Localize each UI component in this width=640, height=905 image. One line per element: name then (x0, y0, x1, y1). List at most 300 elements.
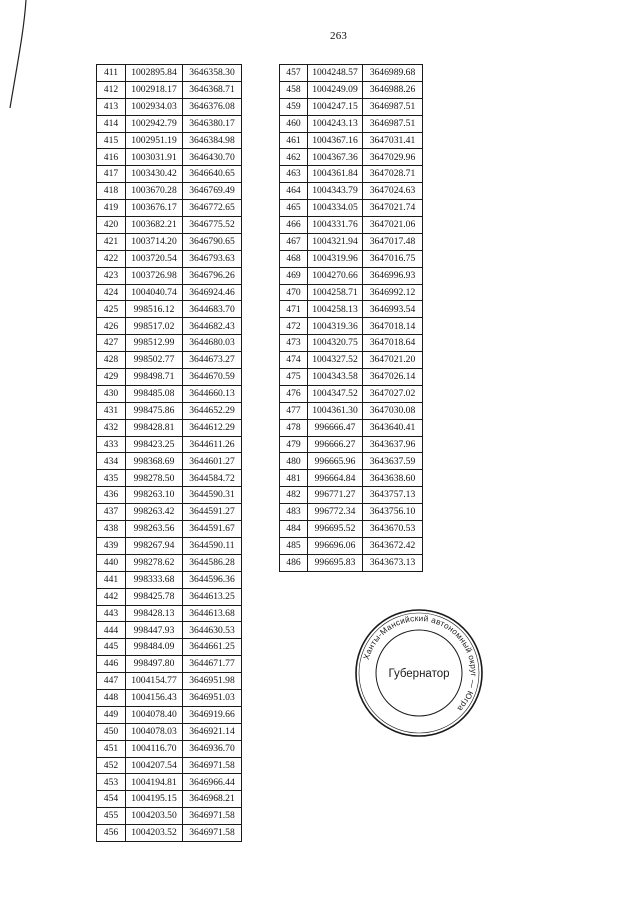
point-number: 438 (97, 521, 126, 538)
table-row (280, 318, 423, 335)
x-coordinate: 1002918.17 (126, 81, 183, 98)
point-number: 477 (280, 402, 308, 419)
table-row (97, 419, 242, 436)
point-number: 443 (97, 605, 126, 622)
table-row (97, 673, 242, 690)
point-number: 471 (280, 301, 308, 318)
point-number: 422 (97, 250, 126, 267)
y-coordinate: 3643672.42 (363, 537, 423, 554)
x-coordinate: 1004343.79 (308, 183, 363, 200)
y-coordinate: 3644590.31 (183, 487, 242, 504)
point-number: 472 (280, 318, 308, 335)
table-row (97, 706, 242, 723)
x-coordinate: 1004331.76 (308, 217, 363, 234)
y-coordinate: 3646987.51 (363, 115, 423, 132)
y-coordinate: 3644613.25 (183, 588, 242, 605)
table-row (97, 656, 242, 673)
x-coordinate: 1002895.84 (126, 65, 183, 82)
x-coordinate: 1004361.30 (308, 402, 363, 419)
table-row (97, 65, 242, 82)
point-number: 459 (280, 98, 308, 115)
point-number: 483 (280, 504, 308, 521)
seal-ring-text: Ханты-Мансийский автономный округ — Югра (361, 613, 479, 714)
table-row (280, 301, 423, 318)
table-row (280, 352, 423, 369)
y-coordinate: 3647018.64 (363, 335, 423, 352)
x-coordinate: 1004319.36 (308, 318, 363, 335)
y-coordinate: 3646376.08 (183, 98, 242, 115)
point-number: 450 (97, 723, 126, 740)
x-coordinate: 1004367.36 (308, 149, 363, 166)
x-coordinate: 1002934.03 (126, 98, 183, 115)
table-row (280, 385, 423, 402)
point-number: 416 (97, 149, 126, 166)
y-coordinate: 3646358.30 (183, 65, 242, 82)
x-coordinate: 998447.93 (126, 622, 183, 639)
point-number: 440 (97, 554, 126, 571)
y-coordinate: 3644601.27 (183, 453, 242, 470)
point-number: 432 (97, 419, 126, 436)
y-coordinate: 3647027.02 (363, 385, 423, 402)
table-row (280, 183, 423, 200)
point-number: 413 (97, 98, 126, 115)
point-number: 466 (280, 217, 308, 234)
point-number: 457 (280, 65, 308, 82)
x-coordinate: 996665.96 (308, 453, 363, 470)
x-coordinate: 1004156.43 (126, 689, 183, 706)
y-coordinate: 3644613.68 (183, 605, 242, 622)
x-coordinate: 998484.09 (126, 639, 183, 656)
y-coordinate: 3644660.13 (183, 385, 242, 402)
x-coordinate: 1004247.15 (308, 98, 363, 115)
point-number: 441 (97, 571, 126, 588)
point-number: 446 (97, 656, 126, 673)
y-coordinate: 3646996.93 (363, 267, 423, 284)
point-number: 470 (280, 284, 308, 301)
table-row (97, 132, 242, 149)
table-row (97, 335, 242, 352)
table-row (97, 233, 242, 250)
point-number: 429 (97, 369, 126, 386)
point-number: 460 (280, 115, 308, 132)
y-coordinate: 3646987.51 (363, 98, 423, 115)
x-coordinate: 1004334.05 (308, 200, 363, 217)
x-coordinate: 998517.02 (126, 318, 183, 335)
table-row (97, 267, 242, 284)
table-row (97, 402, 242, 419)
x-coordinate: 998423.25 (126, 436, 183, 453)
y-coordinate: 3647024.63 (363, 183, 423, 200)
point-number: 445 (97, 639, 126, 656)
point-number: 442 (97, 588, 126, 605)
table-row (97, 588, 242, 605)
x-coordinate: 998263.10 (126, 487, 183, 504)
x-coordinate: 1002951.19 (126, 132, 183, 149)
x-coordinate: 1004248.57 (308, 65, 363, 82)
point-number: 478 (280, 419, 308, 436)
x-coordinate: 996772.34 (308, 504, 363, 521)
y-coordinate: 3646790.65 (183, 233, 242, 250)
table-row (97, 622, 242, 639)
table-row (97, 149, 242, 166)
table-row (97, 301, 242, 318)
y-coordinate: 3646430.70 (183, 149, 242, 166)
x-coordinate: 1004367.16 (308, 132, 363, 149)
table-row (97, 183, 242, 200)
x-coordinate: 1004319.96 (308, 250, 363, 267)
y-coordinate: 3646968.21 (183, 791, 242, 808)
y-coordinate: 3646775.52 (183, 217, 242, 234)
x-coordinate: 1004343.58 (308, 369, 363, 386)
table-row (97, 723, 242, 740)
x-coordinate: 998428.81 (126, 419, 183, 436)
x-coordinate: 1003682.21 (126, 217, 183, 234)
table-row (97, 217, 242, 234)
point-number: 469 (280, 267, 308, 284)
table-row (280, 537, 423, 554)
x-coordinate: 1004361.84 (308, 166, 363, 183)
y-coordinate: 3646919.66 (183, 706, 242, 723)
y-coordinate: 3647021.74 (363, 200, 423, 217)
point-number: 425 (97, 301, 126, 318)
x-coordinate: 1003031.91 (126, 149, 183, 166)
x-coordinate: 1004258.71 (308, 284, 363, 301)
y-coordinate: 3647029.96 (363, 149, 423, 166)
table-row (280, 132, 423, 149)
y-coordinate: 3647030.08 (363, 402, 423, 419)
y-coordinate: 3644586.28 (183, 554, 242, 571)
x-coordinate: 1004249.09 (308, 81, 363, 98)
y-coordinate: 3644611.26 (183, 436, 242, 453)
point-number: 436 (97, 487, 126, 504)
x-coordinate: 1004270.66 (308, 267, 363, 284)
x-coordinate: 996771.27 (308, 487, 363, 504)
point-number: 437 (97, 504, 126, 521)
point-number: 435 (97, 470, 126, 487)
x-coordinate: 1004195.15 (126, 791, 183, 808)
point-number: 485 (280, 537, 308, 554)
x-coordinate: 1004258.13 (308, 301, 363, 318)
point-number: 451 (97, 740, 126, 757)
point-number: 423 (97, 267, 126, 284)
point-number: 461 (280, 132, 308, 149)
point-number: 486 (280, 554, 308, 571)
x-coordinate: 998498.71 (126, 369, 183, 386)
table-row (97, 639, 242, 656)
x-coordinate: 1004040.74 (126, 284, 183, 301)
x-coordinate: 1004243.13 (308, 115, 363, 132)
y-coordinate: 3647021.06 (363, 217, 423, 234)
table-row (97, 808, 242, 825)
y-coordinate: 3646640.65 (183, 166, 242, 183)
point-number: 479 (280, 436, 308, 453)
y-coordinate: 3646992.12 (363, 284, 423, 301)
point-number: 474 (280, 352, 308, 369)
table-row (97, 115, 242, 132)
table-row (280, 453, 423, 470)
point-number: 475 (280, 369, 308, 386)
point-number: 444 (97, 622, 126, 639)
table-row (280, 487, 423, 504)
y-coordinate: 3647016.75 (363, 250, 423, 267)
x-coordinate: 996696.06 (308, 537, 363, 554)
y-coordinate: 3643637.96 (363, 436, 423, 453)
point-number: 428 (97, 352, 126, 369)
table-row (280, 369, 423, 386)
x-coordinate: 1004078.03 (126, 723, 183, 740)
y-coordinate: 3646924.46 (183, 284, 242, 301)
point-number: 412 (97, 81, 126, 98)
y-coordinate: 3643673.13 (363, 554, 423, 571)
point-number: 419 (97, 200, 126, 217)
table-row (280, 335, 423, 352)
table-row (280, 470, 423, 487)
table-row (280, 267, 423, 284)
table-row (280, 419, 423, 436)
table-row (280, 250, 423, 267)
y-coordinate: 3644680.03 (183, 335, 242, 352)
y-coordinate: 3646368.71 (183, 81, 242, 98)
point-number: 431 (97, 402, 126, 419)
table-row (97, 554, 242, 571)
y-coordinate: 3644591.67 (183, 521, 242, 538)
table-row (97, 504, 242, 521)
y-coordinate: 3644683.70 (183, 301, 242, 318)
x-coordinate: 998516.12 (126, 301, 183, 318)
x-coordinate: 1003430.42 (126, 166, 183, 183)
table-row (280, 65, 423, 82)
point-number: 420 (97, 217, 126, 234)
point-number: 465 (280, 200, 308, 217)
point-number: 411 (97, 65, 126, 82)
table-row (97, 385, 242, 402)
y-coordinate: 3647018.14 (363, 318, 423, 335)
x-coordinate: 998267.94 (126, 537, 183, 554)
y-coordinate: 3647028.71 (363, 166, 423, 183)
governor-seal (352, 606, 486, 740)
y-coordinate: 3644584.72 (183, 470, 242, 487)
point-number: 414 (97, 115, 126, 132)
y-coordinate: 3646988.26 (363, 81, 423, 98)
table-row (97, 689, 242, 706)
coordinates-table-right (279, 64, 423, 572)
table-row (280, 554, 423, 571)
table-row (280, 436, 423, 453)
x-coordinate: 998425.78 (126, 588, 183, 605)
y-coordinate: 3646989.68 (363, 65, 423, 82)
y-coordinate: 3647026.14 (363, 369, 423, 386)
point-number: 424 (97, 284, 126, 301)
y-coordinate: 3644630.53 (183, 622, 242, 639)
point-number: 427 (97, 335, 126, 352)
point-number: 439 (97, 537, 126, 554)
point-number: 430 (97, 385, 126, 402)
page-number: 263 (330, 30, 348, 42)
y-coordinate: 3646993.54 (363, 301, 423, 318)
x-coordinate: 998368.69 (126, 453, 183, 470)
y-coordinate: 3646971.58 (183, 757, 242, 774)
x-coordinate: 1004078.40 (126, 706, 183, 723)
y-coordinate: 3644596.36 (183, 571, 242, 588)
x-coordinate: 998263.42 (126, 504, 183, 521)
point-number: 481 (280, 470, 308, 487)
y-coordinate: 3646966.44 (183, 774, 242, 791)
point-number: 434 (97, 453, 126, 470)
x-coordinate: 996666.47 (308, 419, 363, 436)
y-coordinate: 3646971.58 (183, 808, 242, 825)
point-number: 426 (97, 318, 126, 335)
x-coordinate: 1004154.77 (126, 673, 183, 690)
point-number: 418 (97, 183, 126, 200)
table-row (280, 402, 423, 419)
x-coordinate: 1003676.17 (126, 200, 183, 217)
x-coordinate: 998278.62 (126, 554, 183, 571)
table-row (97, 284, 242, 301)
y-coordinate: 3644652.29 (183, 402, 242, 419)
x-coordinate: 1004321.94 (308, 233, 363, 250)
point-number: 458 (280, 81, 308, 98)
point-number: 482 (280, 487, 308, 504)
table-row (280, 504, 423, 521)
table-row (97, 470, 242, 487)
x-coordinate: 1004116.70 (126, 740, 183, 757)
x-coordinate: 996695.52 (308, 521, 363, 538)
y-coordinate: 3644590.11 (183, 537, 242, 554)
point-number: 421 (97, 233, 126, 250)
point-number: 447 (97, 673, 126, 690)
x-coordinate: 1004203.50 (126, 808, 183, 825)
point-number: 448 (97, 689, 126, 706)
y-coordinate: 3646793.63 (183, 250, 242, 267)
table-row (97, 791, 242, 808)
table-row (97, 521, 242, 538)
table-row (280, 149, 423, 166)
y-coordinate: 3646384.98 (183, 132, 242, 149)
table-row (280, 217, 423, 234)
x-coordinate: 1003720.54 (126, 250, 183, 267)
table-row (97, 250, 242, 267)
point-number: 484 (280, 521, 308, 538)
table-row (97, 537, 242, 554)
y-coordinate: 3646951.03 (183, 689, 242, 706)
x-coordinate: 998333.68 (126, 571, 183, 588)
table-row (280, 284, 423, 301)
point-number: 455 (97, 808, 126, 825)
x-coordinate: 996666.27 (308, 436, 363, 453)
point-number: 462 (280, 149, 308, 166)
table-row (97, 487, 242, 504)
x-coordinate: 998512.99 (126, 335, 183, 352)
table-row (97, 571, 242, 588)
table-row (97, 757, 242, 774)
x-coordinate: 1004327.52 (308, 352, 363, 369)
table-row (97, 200, 242, 217)
x-coordinate: 998263.56 (126, 521, 183, 538)
point-number: 449 (97, 706, 126, 723)
x-coordinate: 1003714.20 (126, 233, 183, 250)
point-number: 476 (280, 385, 308, 402)
x-coordinate: 1004207.54 (126, 757, 183, 774)
table-row (280, 166, 423, 183)
y-coordinate: 3646796.26 (183, 267, 242, 284)
coordinates-table-left (96, 64, 242, 842)
y-coordinate: 3644612.29 (183, 419, 242, 436)
x-coordinate: 998497.80 (126, 656, 183, 673)
x-coordinate: 1004347.52 (308, 385, 363, 402)
point-number: 464 (280, 183, 308, 200)
scan-edge-line (4, 0, 34, 110)
point-number: 468 (280, 250, 308, 267)
point-number: 456 (97, 825, 126, 842)
table-row (97, 774, 242, 791)
x-coordinate: 998428.13 (126, 605, 183, 622)
point-number: 452 (97, 757, 126, 774)
table-row (280, 81, 423, 98)
point-number: 467 (280, 233, 308, 250)
table-row (97, 318, 242, 335)
table-row (280, 521, 423, 538)
table-row (97, 166, 242, 183)
y-coordinate: 3646936.70 (183, 740, 242, 757)
y-coordinate: 3643638.60 (363, 470, 423, 487)
table-row (280, 200, 423, 217)
y-coordinate: 3643640.41 (363, 419, 423, 436)
point-number: 473 (280, 335, 308, 352)
x-coordinate: 998485.08 (126, 385, 183, 402)
table-row (280, 233, 423, 250)
x-coordinate: 1002942.79 (126, 115, 183, 132)
table-row (280, 115, 423, 132)
point-number: 454 (97, 791, 126, 808)
y-coordinate: 3644670.59 (183, 369, 242, 386)
y-coordinate: 3643637.59 (363, 453, 423, 470)
x-coordinate: 1004194.81 (126, 774, 183, 791)
y-coordinate: 3644661.25 (183, 639, 242, 656)
table-row (97, 453, 242, 470)
table-row (97, 436, 242, 453)
y-coordinate: 3644671.77 (183, 656, 242, 673)
y-coordinate: 3644682.43 (183, 318, 242, 335)
point-number: 480 (280, 453, 308, 470)
x-coordinate: 1003670.28 (126, 183, 183, 200)
x-coordinate: 998475.86 (126, 402, 183, 419)
y-coordinate: 3646971.58 (183, 825, 242, 842)
point-number: 417 (97, 166, 126, 183)
table-row (97, 81, 242, 98)
y-coordinate: 3647021.20 (363, 352, 423, 369)
x-coordinate: 1004203.52 (126, 825, 183, 842)
table-row (97, 605, 242, 622)
x-coordinate: 1004320.75 (308, 335, 363, 352)
y-coordinate: 3646772.65 (183, 200, 242, 217)
x-coordinate: 996695.83 (308, 554, 363, 571)
table-row (97, 369, 242, 386)
x-coordinate: 998278.50 (126, 470, 183, 487)
y-coordinate: 3643757.13 (363, 487, 423, 504)
x-coordinate: 998502.77 (126, 352, 183, 369)
y-coordinate: 3646380.17 (183, 115, 242, 132)
y-coordinate: 3646921.14 (183, 723, 242, 740)
seal-center-text: Губернатор (388, 668, 450, 680)
table-row (97, 98, 242, 115)
point-number: 463 (280, 166, 308, 183)
y-coordinate: 3646951.98 (183, 673, 242, 690)
y-coordinate: 3644591.27 (183, 504, 242, 521)
y-coordinate: 3647031.41 (363, 132, 423, 149)
point-number: 453 (97, 774, 126, 791)
y-coordinate: 3647017.48 (363, 233, 423, 250)
x-coordinate: 996664.84 (308, 470, 363, 487)
